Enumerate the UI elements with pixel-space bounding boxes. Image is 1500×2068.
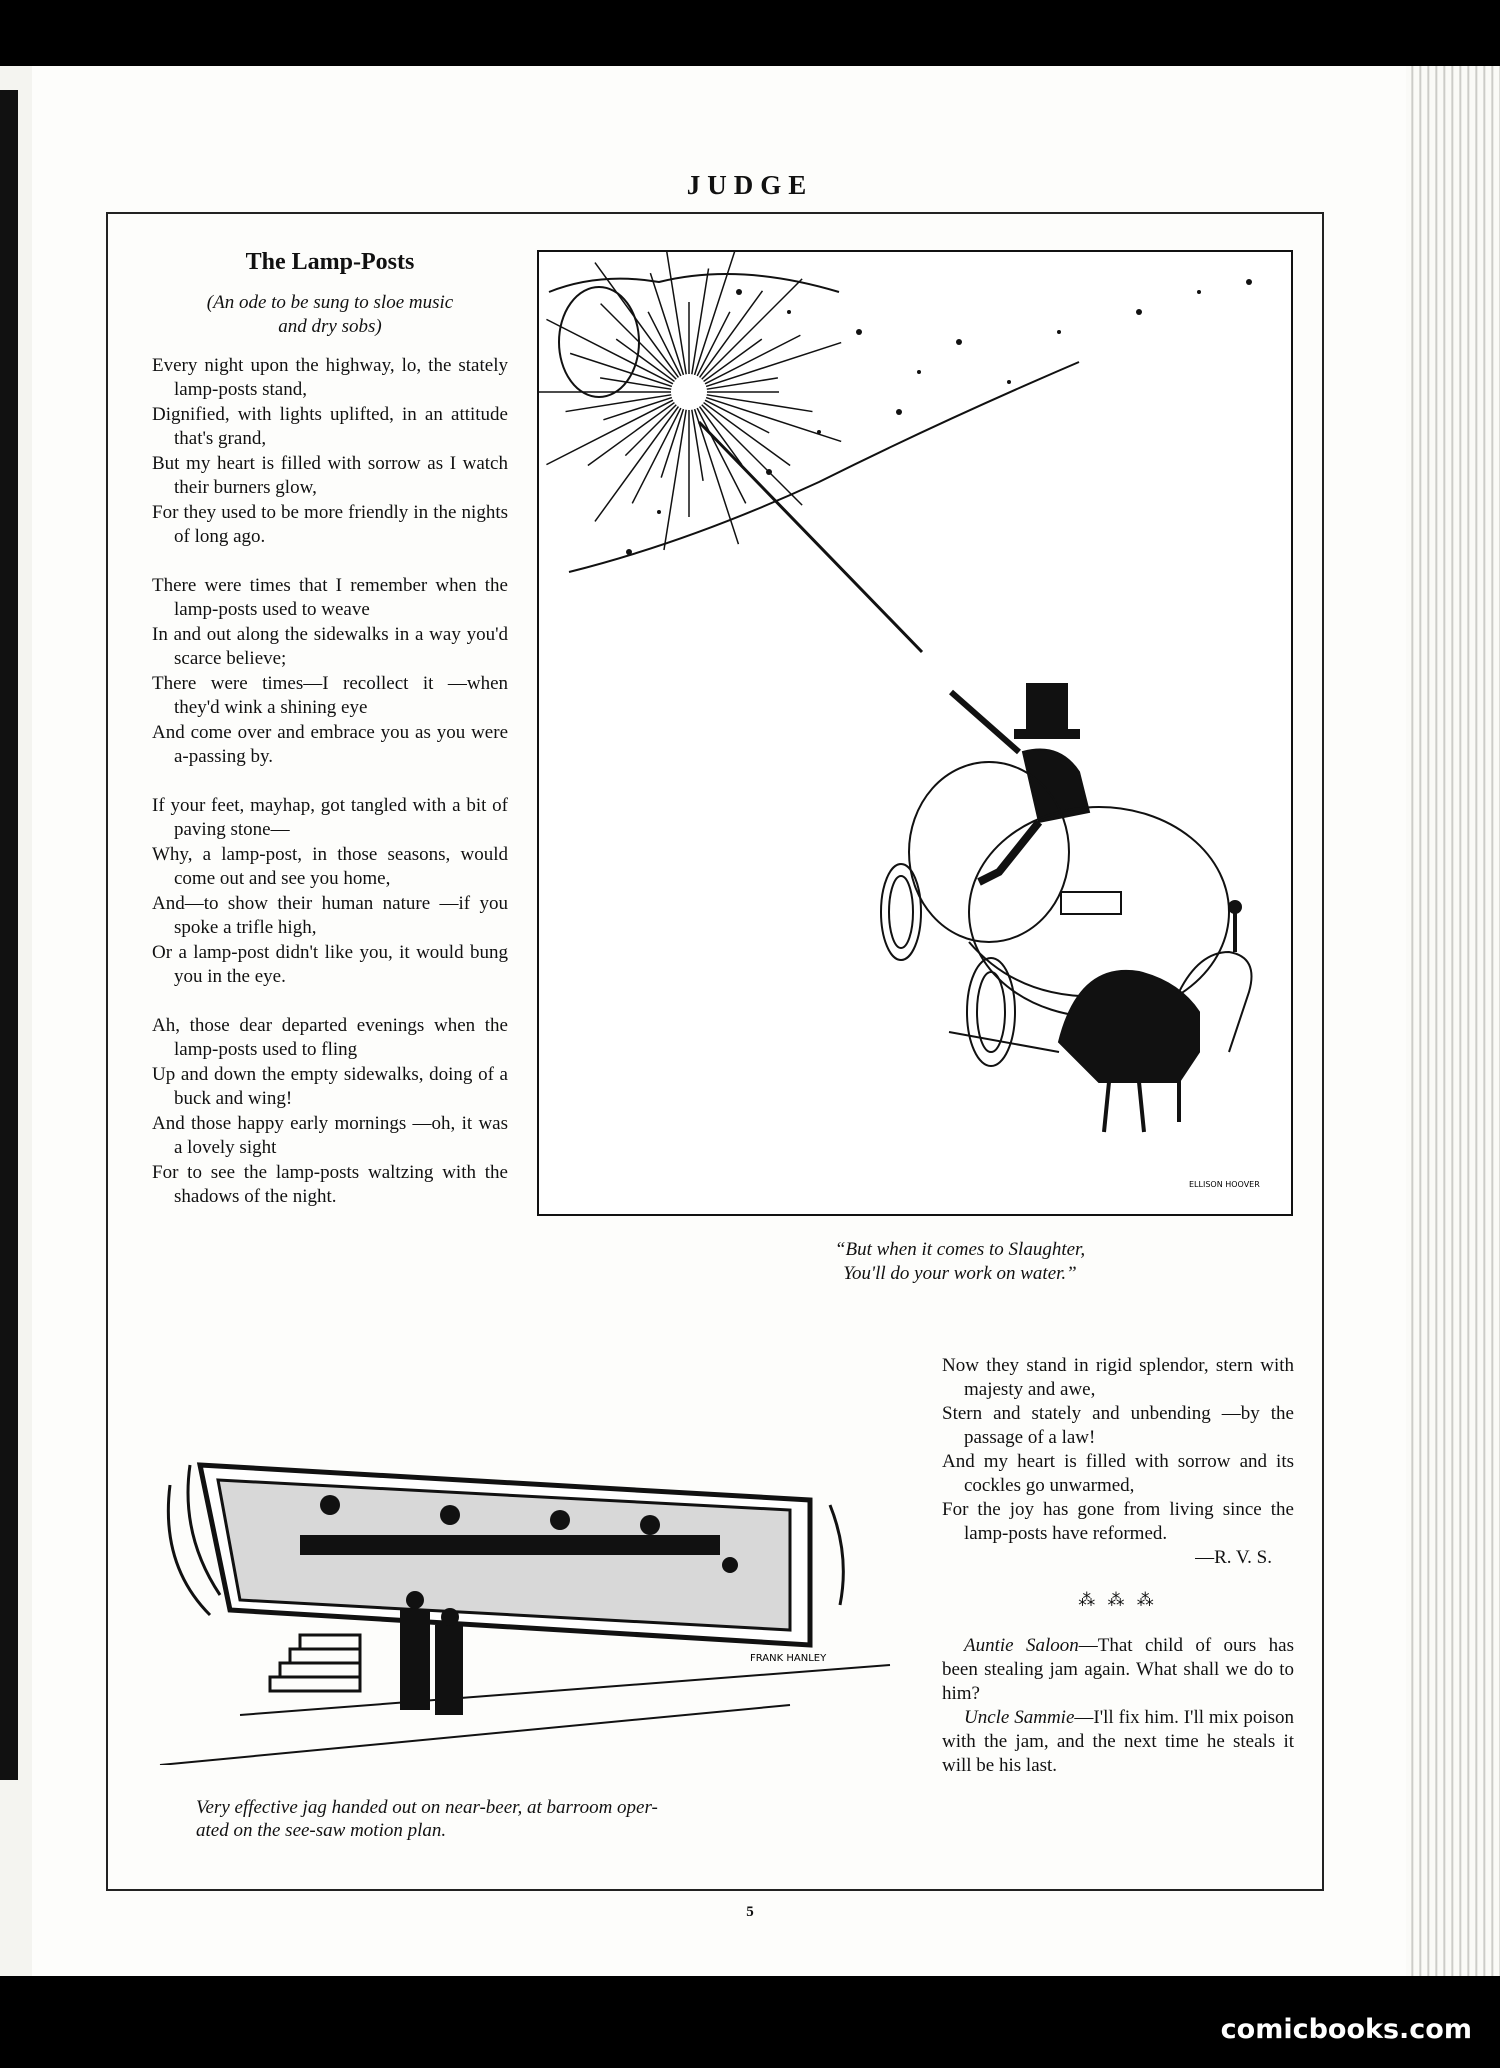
poem-subtitle: (An ode to be sung to sloe music and dry sobs) [206,291,454,337]
explosion-ray [697,408,746,503]
cartoon-camel-cannon [537,250,1293,1216]
cartoon-seesaw-barroom [150,1385,910,1765]
poem-signature: —R. V. S. [1195,1547,1272,1568]
explosion-ray [664,252,686,374]
poem-line: Every night upon the highway, lo, the stately lamp-posts stand, [152,354,508,400]
explosion-ray [588,403,675,466]
poem-line: And those happy early mornings —oh, it was a lovely sight [152,1112,508,1158]
page-number: 5 [746,1904,754,1920]
camel-cartoon-illustration [539,252,1291,1214]
poem-line: There were times that I remember when the lamp-posts used to weave [152,574,508,620]
explosion-ray [707,378,778,389]
explosion-ray [700,291,763,378]
stanza-1 [152,354,508,550]
poem-line: Now they stand in rigid splendor, stern with majesty and awe, [942,1355,1294,1400]
section-ornament: ⁂ ⁂ ⁂ [1078,1590,1158,1609]
speaker-name: Uncle Sammie [964,1707,1075,1728]
stanza-4 [152,1014,508,1210]
artist-signature-hanley: FRANK HANLEY [750,1653,827,1664]
poem-line: Why, a lamp-post, in those seasons, would come out and see you home, [152,843,508,889]
cartoon1-caption: “But when it comes to Slaughter, You'll do your work on water.” [834,1239,1086,1284]
poem-line: If your feet, mayhap, got tangled with a bit of paving stone— [152,794,508,840]
joke-dialogue [942,1634,1294,1778]
poem-line: For the joy has gone from living since the lamp-posts have reformed. [942,1499,1294,1544]
poem-line: Dignified, with lights uplifted, in an attitude that's grand, [152,403,508,449]
speaker-name: Auntie Saloon [964,1635,1079,1656]
barroom-cartoon-illustration [150,1385,910,1765]
explosion-ray [603,398,671,420]
poem-line: Ah, those dear departed evenings when the lamp-posts used to fling [152,1014,508,1060]
stanza-2 [152,574,508,770]
poem-line: And come over and embrace you as you were a-passing by. [152,721,508,767]
adjacent-page-edge [0,90,18,1780]
stanza-3 [152,794,508,990]
right-column [942,1354,1294,1778]
poem-line: Stern and stately and unbending —by the passage of a law! [942,1403,1294,1448]
poem-line: For they used to be more friendly in the nights of long ago. [152,501,508,547]
explosion-ray [692,410,703,481]
explosion-ray [702,279,802,379]
explosion-ray [546,400,673,464]
explosion-ray [661,409,683,477]
joke-line-2: Uncle Sammie—I'll fix him. I'll mix poison with the jam, and the next time he steals it will be his last. [942,1707,1294,1776]
joke-line-1: Auntie Saloon—That child of ours has been stealing jam again. What shall we do to him? [942,1635,1294,1704]
poem-line: In and out along the sidewalks in a way you'd scarce believe; [152,623,508,669]
artist-signature-hoover: ELLISON HOOVER [1189,1180,1260,1189]
poem-column [152,250,508,1210]
site-watermark: comicbooks.com [1220,2014,1472,2045]
poem-title: The Lamp-Posts [245,249,415,275]
poem-line: And—to show their human nature —if you spoke a trifle high, [152,892,508,938]
poem-line: There were times—I recollect it —when they'd wink a shining eye [152,672,508,718]
poem-line: But my heart is filled with sorrow as I watch their burners glow, [152,452,508,498]
explosion-ray [625,405,676,456]
explosion-ray [705,335,800,384]
explosion-ray [600,378,671,389]
explosion-ray [702,405,802,505]
page-stack-edges [1406,66,1500,1976]
masthead: JUDGE [686,170,814,200]
poem-line: And my heart is filled with sorrow and its cockles go unwarmed, [942,1451,1294,1496]
final-stanza [942,1354,1294,1546]
cartoon2-caption: Very effective jag handed out on near-beer, at barroom oper- ated on the see-saw motion plan. [196,1797,658,1841]
explosion-ray [664,410,686,550]
poem-line: For to see the lamp-posts waltzing with the shadows of the night. [152,1161,508,1207]
explosion-ray [704,403,791,466]
poem-line: Up and down the empty sidewalks, doing of a buck and wing! [152,1063,508,1109]
poem-line: Or a lamp-post didn't like you, it would bung you in the eye. [152,941,508,987]
